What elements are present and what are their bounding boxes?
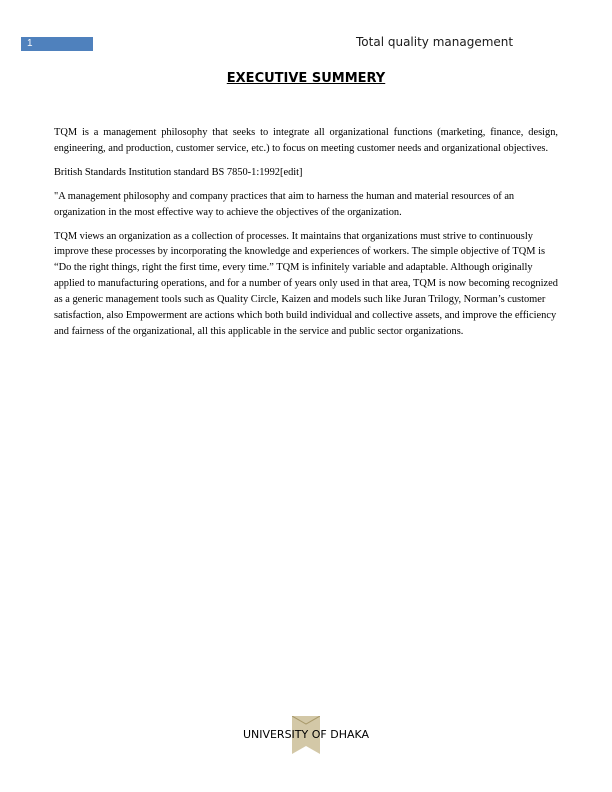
page-number-badge [21,37,93,51]
paragraph-tqm-processes: TQM views an organization as a collection of processes. It maintains that organizations must strive to continuously improve these processes by incorporating the knowledge and experiences of workers. The simple objective of TQM is “Do the right things, right the first time, every time.” TQM is infinitely variable and adaptable. Although originally applied to manufacturing operations, and for a number of years only used in that area, TQM is now becoming recognized as a generic management tools such as Quality Circle, Kaizen and models such like Juran Trilogy, Norman’s customer satisfaction, also Empowerment are actions which both build individual and collective assets, and improve the efficiency and fairness of the organizational, all this applicable in the service and public sector organizations. [54,230,558,337]
body-text [54,125,558,348]
paragraph-bs-standard: British Standards Institution standard BS 7850-1:1992[edit] [54,166,303,178]
running-header-title: Total quality management [356,35,514,49]
paragraph-management-philosophy-quote: "A management philosophy and company practices that aim to harness the human and material resources of an organization in the most effective way to achieve the objectives of the organization. [54,190,515,218]
footer-university-name: UNIVERSITY OF DHAKA [242,728,370,741]
paragraph-tqm-definition: TQM is a management philosophy that seeks to integrate all organizational functions (marketing, finance, design, engineering, and production, customer service, etc.) to focus on meeting customer needs and organizational objectives. [54,127,558,154]
page-number: 1 [27,38,33,49]
document-title: EXECUTIVE SUMMERY [226,71,386,86]
